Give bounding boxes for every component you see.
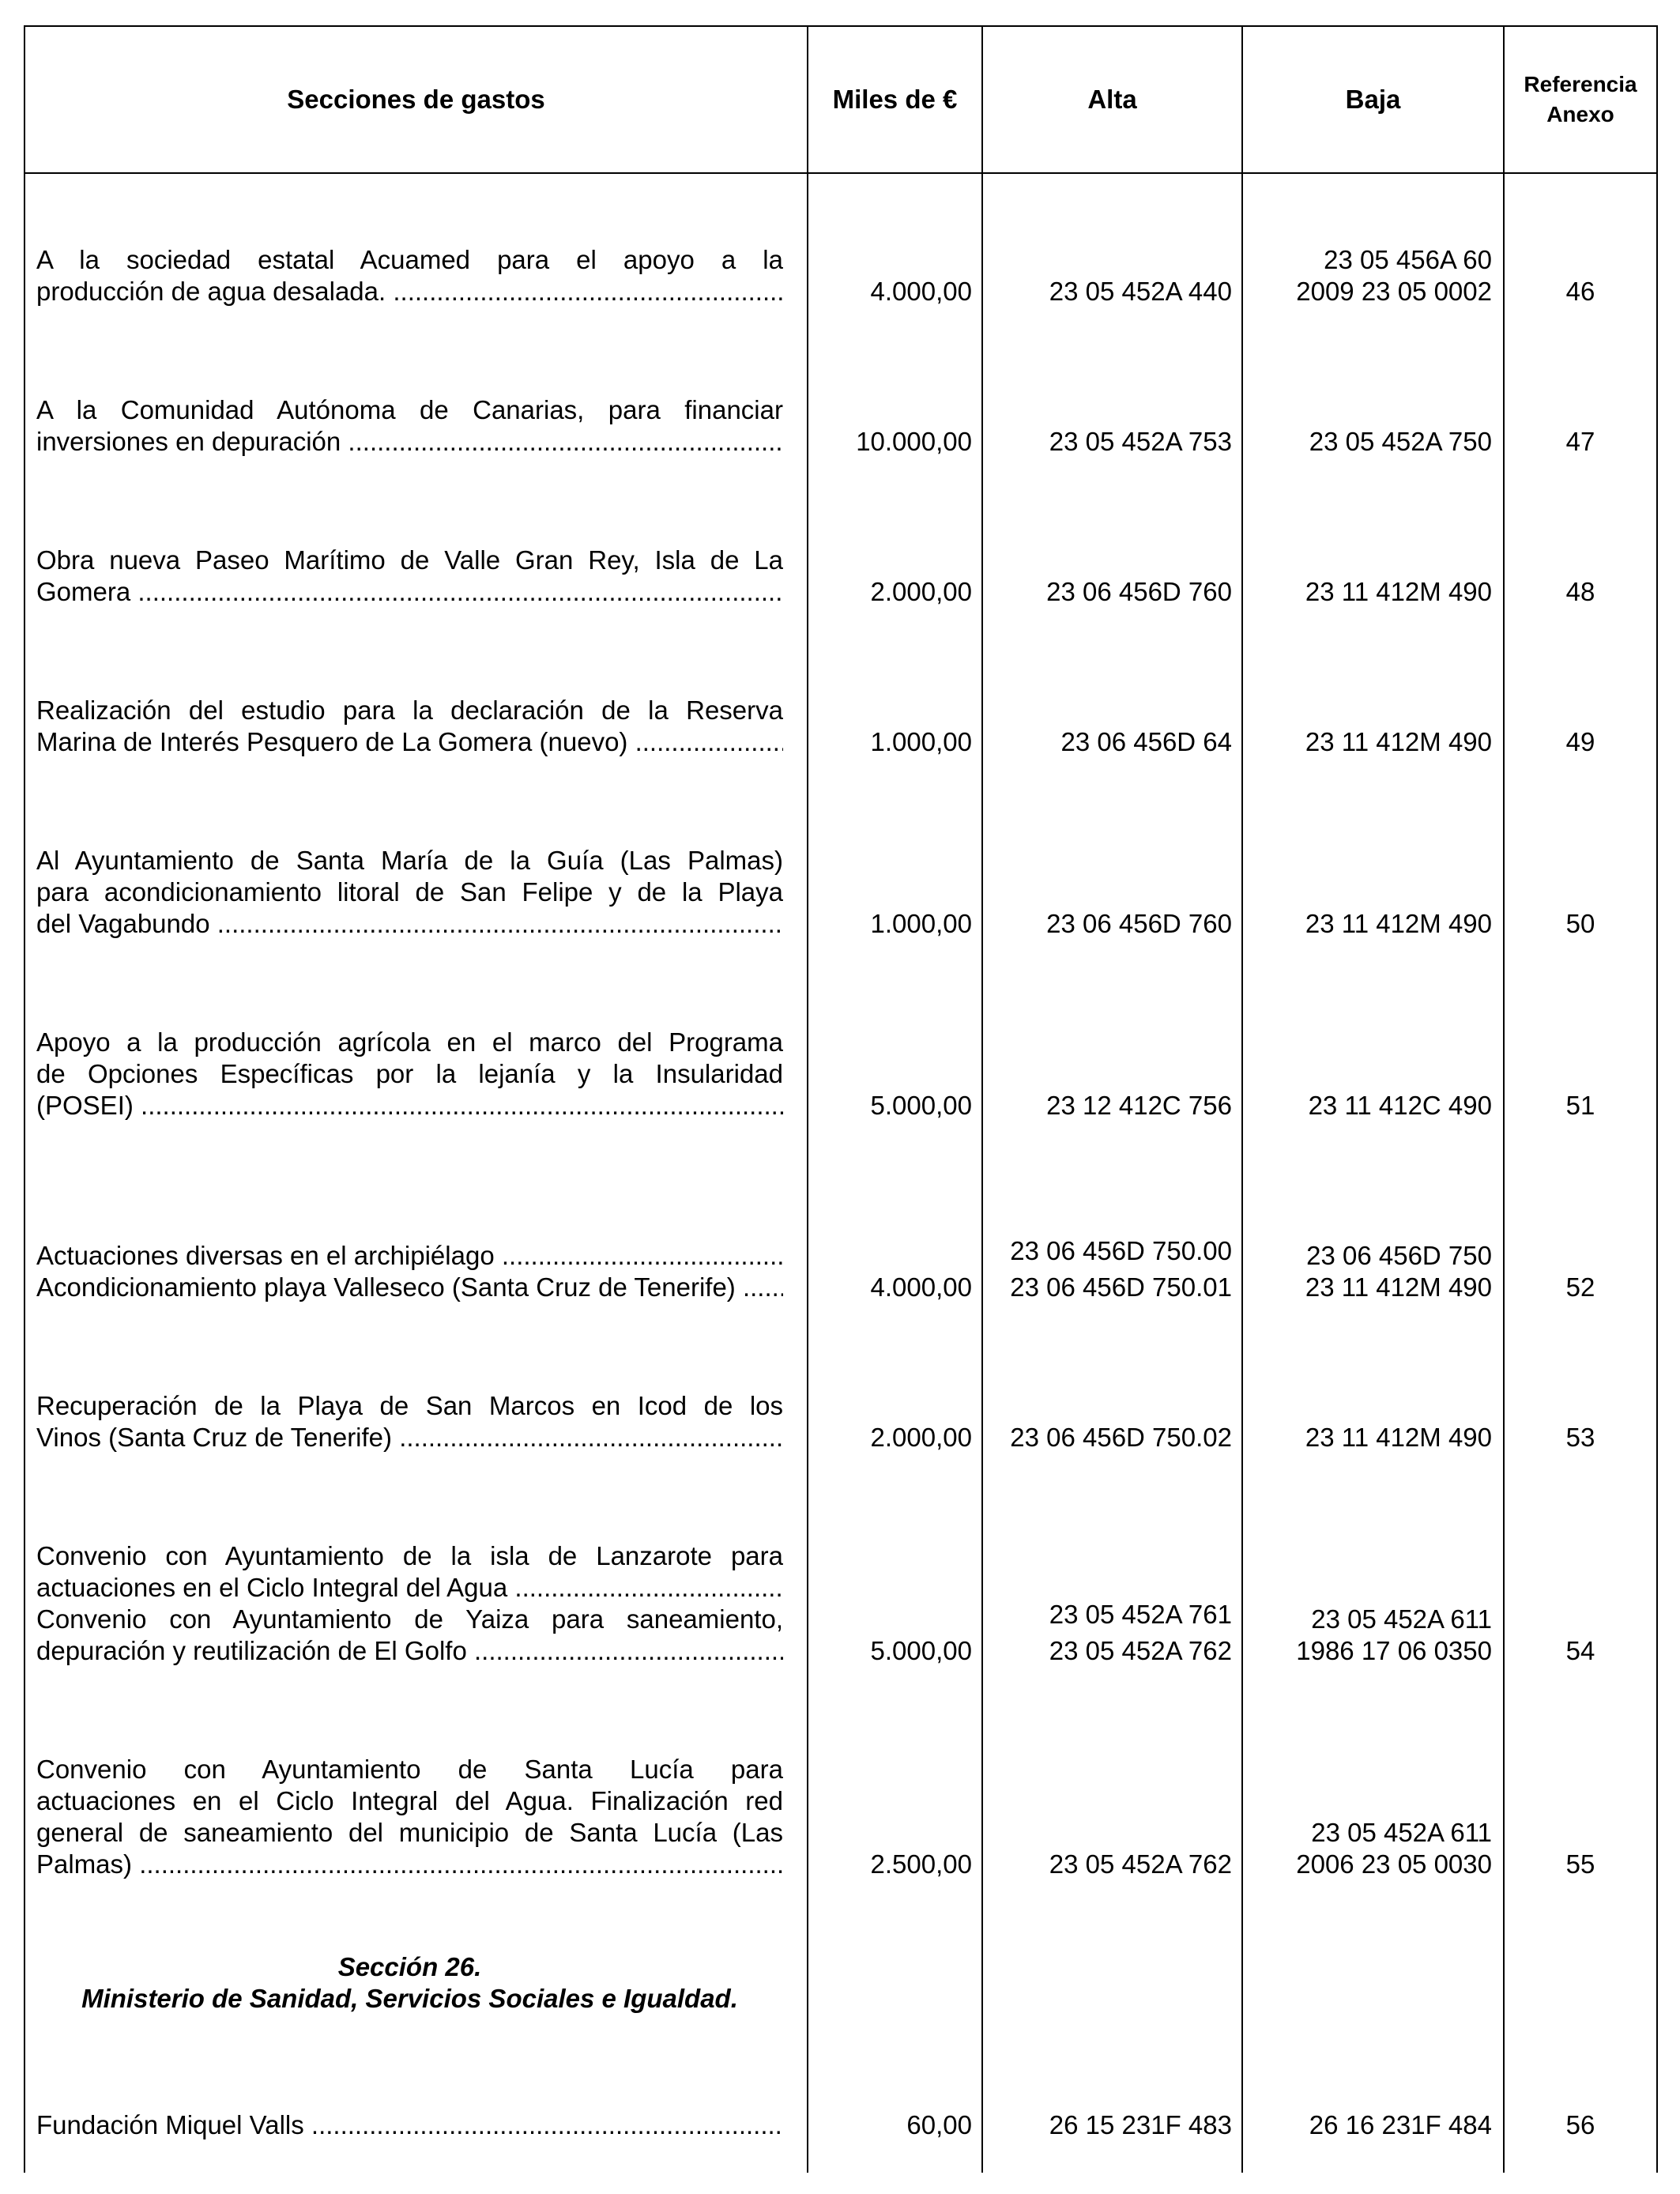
table-row <box>24 2046 1657 2173</box>
row-miles: 5.000,00 <box>808 1469 982 1683</box>
description-line: del Vagabundo ..... <box>36 908 783 940</box>
description-line: producción de agua desalada. ..... <box>36 276 783 307</box>
row-miles: 60,00 <box>808 2046 982 2173</box>
empty-cell <box>1242 1896 1504 2046</box>
table-row <box>24 774 1657 956</box>
table-row <box>24 1319 1657 1469</box>
description-line: Convenio con Ayuntamiento de la isla de Lanzarote para <box>36 1541 783 1570</box>
description-line: Acondicionamiento playa Valleseco (Santa Cruz de Tenerife) ..... <box>36 1272 783 1303</box>
header-ref-line2: Anexo <box>1546 102 1614 126</box>
empty-cell <box>1504 1896 1657 2046</box>
row-description <box>24 1137 808 1319</box>
row-miles: 10.000,00 <box>808 323 982 473</box>
baja-code: 23 05 452A 611 <box>1311 1604 1492 1634</box>
row-referencia: 52 <box>1504 1137 1657 1319</box>
row-miles: 4.000,00 <box>808 1137 982 1319</box>
row-referencia: 47 <box>1504 323 1657 473</box>
section-ministry: Ministerio de Sanidad, Servicios Sociales e Igualdad. <box>81 1984 738 2013</box>
row-miles: 2.000,00 <box>808 1319 982 1469</box>
row-referencia: 50 <box>1504 774 1657 956</box>
description-line: (POSEI) ..... <box>36 1090 783 1122</box>
row-alta <box>982 1137 1242 1319</box>
baja-code: 1986 17 06 0350 <box>1296 1636 1492 1665</box>
description-line: actuaciones en el Ciclo Integral del Agua. Finalización red <box>36 1786 783 1815</box>
row-alta <box>982 956 1242 1137</box>
description-line: inversiones en depuración ..... <box>36 426 783 458</box>
description-line: para acondicionamiento litoral de San Felipe y de la Playa <box>36 877 783 907</box>
table-row <box>24 473 1657 624</box>
row-baja <box>1242 1319 1504 1469</box>
table-row <box>24 1469 1657 1683</box>
row-miles: 2.000,00 <box>808 473 982 624</box>
alta-code: 23 06 456D 64 <box>1060 727 1232 756</box>
header-miles: Miles de € <box>808 26 982 173</box>
alta-code: 23 06 456D 750.01 <box>1010 1272 1232 1302</box>
row-description <box>24 323 808 473</box>
empty-cell <box>982 1896 1242 2046</box>
description-line: depuración y reutilización de El Golfo ..... <box>36 1635 783 1667</box>
row-baja: 26 16 231F 484 <box>1242 2046 1504 2173</box>
alta-code: 23 05 452A 762 <box>1049 1849 1232 1879</box>
row-alta <box>982 173 1242 323</box>
row-miles: 1.000,00 <box>808 624 982 774</box>
row-miles: 4.000,00 <box>808 173 982 323</box>
table-row <box>24 1137 1657 1319</box>
description-line: Obra nueva Paseo Marítimo de Valle Gran Rey, Isla de La <box>36 545 783 575</box>
header-secciones: Secciones de gastos <box>24 26 808 173</box>
table-header-row <box>24 26 1657 173</box>
header-baja: Baja <box>1242 26 1504 173</box>
row-referencia: 49 <box>1504 624 1657 774</box>
baja-code: 2006 23 05 0030 <box>1296 1849 1492 1879</box>
row-alta: 26 15 231F 483 <box>982 2046 1242 2173</box>
row-description <box>24 624 808 774</box>
alta-code: 23 06 456D 760 <box>1046 909 1232 938</box>
baja-code: 23 11 412C 490 <box>1308 1091 1492 1120</box>
description-line: Recuperación de la Playa de San Marcos en Icod de los <box>36 1391 783 1420</box>
row-alta <box>982 1683 1242 1896</box>
baja-code: 23 11 412M 490 <box>1305 909 1492 938</box>
table-row <box>24 1683 1657 1896</box>
table-row <box>24 624 1657 774</box>
row-baja <box>1242 173 1504 323</box>
alta-code: 23 05 452A 753 <box>1049 427 1232 456</box>
baja-code: 23 05 452A 611 <box>1311 1818 1492 1847</box>
header-alta: Alta <box>982 26 1242 173</box>
description-line: A la Comunidad Autónoma de Canarias, para financiar <box>36 395 783 424</box>
table-row <box>24 956 1657 1137</box>
row-baja <box>1242 1469 1504 1683</box>
alta-code: 23 06 456D 750.02 <box>1010 1423 1232 1452</box>
baja-code: 23 11 412M 490 <box>1305 727 1492 756</box>
row-baja <box>1242 774 1504 956</box>
description-line: Vinos (Santa Cruz de Tenerife) ..... <box>36 1422 783 1453</box>
header-referencia <box>1504 26 1657 173</box>
description-line: de Opciones Específicas por la lejanía y la Insularidad <box>36 1059 783 1088</box>
description-line: Al Ayuntamiento de Santa María de la Guía (Las Palmas) <box>36 846 783 875</box>
description-line: Apoyo a la producción agrícola en el marco del Programa <box>36 1027 783 1057</box>
row-baja <box>1242 624 1504 774</box>
baja-code: 23 11 412M 490 <box>1305 1423 1492 1452</box>
description-line: Realización del estudio para la declaración de la Reserva <box>36 696 783 725</box>
alta-code: 23 05 452A 762 <box>1049 1636 1232 1665</box>
description-line: Gomera ..... <box>36 576 783 608</box>
row-miles: 5.000,00 <box>808 956 982 1137</box>
baja-code: 23 05 456A 60 <box>1324 245 1492 274</box>
description-line: Convenio con Ayuntamiento de Yaiza para saneamiento, <box>36 1604 783 1634</box>
row-referencia: 56 <box>1504 2046 1657 2173</box>
alta-code: 23 06 456D 750.00 <box>1010 1236 1232 1265</box>
row-description <box>24 1683 808 1896</box>
row-description <box>24 173 808 323</box>
empty-cell <box>808 1896 982 2046</box>
row-referencia: 46 <box>1504 173 1657 323</box>
row-miles: 1.000,00 <box>808 774 982 956</box>
row-description <box>24 473 808 624</box>
section-number: Sección 26. <box>337 1952 482 1981</box>
alta-code: 23 05 452A 761 <box>1049 1600 1232 1629</box>
budget-table-document <box>24 25 1656 2194</box>
row-alta <box>982 323 1242 473</box>
row-referencia: 54 <box>1504 1469 1657 1683</box>
row-alta <box>982 1469 1242 1683</box>
row-baja <box>1242 1683 1504 1896</box>
row-description <box>24 1469 808 1683</box>
baja-code: 2009 23 05 0002 <box>1296 277 1492 306</box>
row-miles: 2.500,00 <box>808 1683 982 1896</box>
budget-table <box>24 25 1658 2173</box>
alta-code: 23 12 412C 756 <box>1046 1091 1232 1120</box>
row-description <box>24 956 808 1137</box>
alta-code: 23 05 452A 440 <box>1049 277 1232 306</box>
description-line: actuaciones en el Ciclo Integral del Agua ..... <box>36 1572 783 1604</box>
description-line: Marina de Interés Pesquero de La Gomera (nuevo) ..... <box>36 726 783 758</box>
row-alta <box>982 624 1242 774</box>
row-description <box>24 1319 808 1469</box>
row-baja <box>1242 956 1504 1137</box>
row-baja <box>1242 473 1504 624</box>
row-referencia: 48 <box>1504 473 1657 624</box>
row-baja <box>1242 323 1504 473</box>
row-referencia: 55 <box>1504 1683 1657 1896</box>
description-line: Palmas) ..... <box>36 1849 783 1880</box>
alta-code: 23 06 456D 760 <box>1046 577 1232 606</box>
row-referencia: 53 <box>1504 1319 1657 1469</box>
row-alta <box>982 774 1242 956</box>
baja-code: 23 11 412M 490 <box>1305 1272 1492 1302</box>
row-description <box>24 2046 808 2173</box>
table-row <box>24 323 1657 473</box>
description-line: A la sociedad estatal Acuamed para el apoyo a la <box>36 245 783 274</box>
description-line: Fundación Miquel Valls ..... <box>36 2109 783 2141</box>
row-alta <box>982 1319 1242 1469</box>
description-line: Actuaciones diversas en el archipiélago ..... <box>36 1240 783 1272</box>
section-heading-cell <box>24 1896 808 2046</box>
header-ref-line1: Referencia <box>1524 72 1637 96</box>
baja-code: 23 06 456D 750 <box>1306 1241 1492 1270</box>
row-description <box>24 774 808 956</box>
row-baja <box>1242 1137 1504 1319</box>
baja-code: 23 05 452A 750 <box>1309 427 1492 456</box>
baja-code: 23 11 412M 490 <box>1305 577 1492 606</box>
row-referencia: 51 <box>1504 956 1657 1137</box>
table-row <box>24 173 1657 323</box>
section-heading-row <box>24 1896 1657 2046</box>
description-line: Convenio con Ayuntamiento de Santa Lucía para <box>36 1755 783 1784</box>
description-line: general de saneamiento del municipio de Santa Lucía (Las <box>36 1818 783 1847</box>
row-alta <box>982 473 1242 624</box>
